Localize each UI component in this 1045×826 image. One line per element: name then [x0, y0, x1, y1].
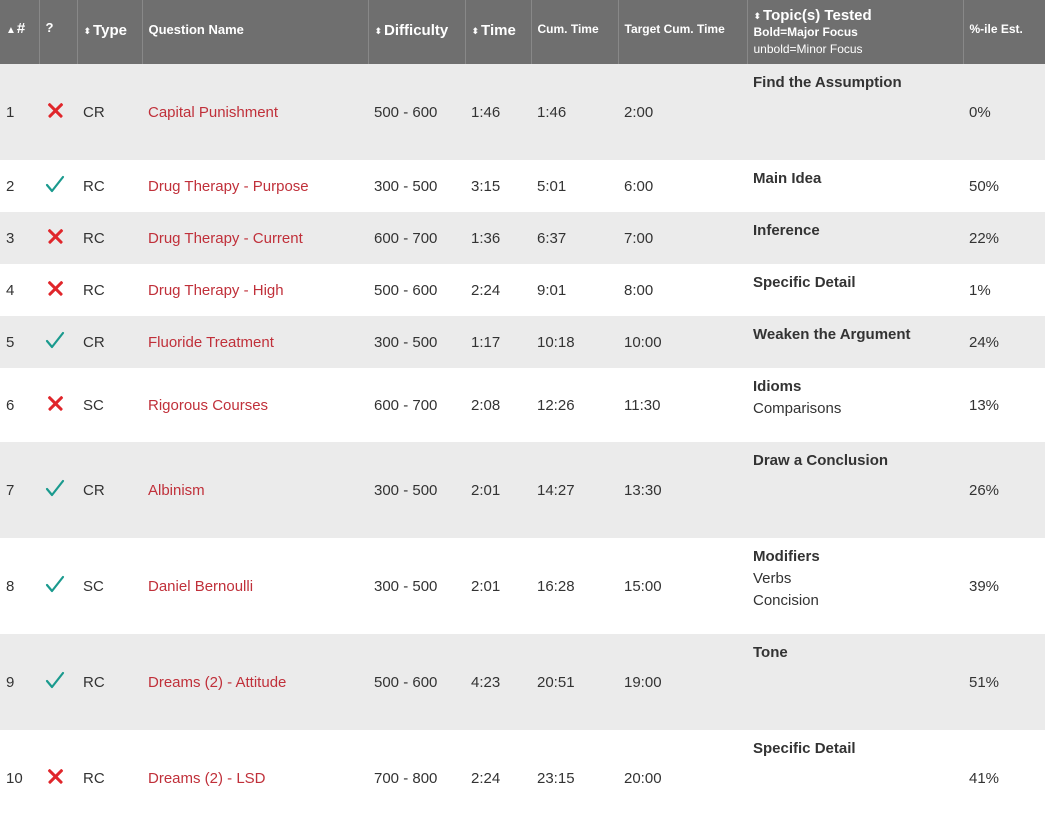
result-cell: [39, 316, 77, 368]
row-number: 9: [0, 634, 39, 730]
question-name-link[interactable]: Fluoride Treatment: [148, 333, 274, 351]
target-cum-time: 20:00: [618, 730, 747, 826]
target-cum-time: 7:00: [618, 212, 747, 264]
table-row: [0, 368, 1045, 442]
topic-major: Find the Assumption: [753, 74, 902, 91]
time: 2:24: [465, 264, 531, 316]
table-row: [0, 160, 1045, 212]
question-name-link[interactable]: Capital Punishment: [148, 103, 279, 121]
topic-minor: Comparisons: [753, 400, 842, 417]
col-difficulty-header[interactable]: ⬍ Difficulty: [368, 0, 465, 64]
difficulty: 300 - 500: [368, 538, 465, 634]
col-type-header[interactable]: ⬍ Type: [77, 0, 142, 64]
difficulty: 300 - 500: [368, 316, 465, 368]
percentile-estimate: 0%: [963, 64, 1045, 160]
percentile-estimate: 22%: [963, 212, 1045, 264]
question-name-cell: [142, 264, 368, 316]
row-number: 8: [0, 538, 39, 634]
question-name-link[interactable]: Dreams (2) - Attitude: [148, 673, 287, 691]
topics-unbold-note: unbold=Minor Focus: [753, 42, 863, 56]
percentile-estimate: 50%: [963, 160, 1045, 212]
difficulty: 600 - 700: [368, 368, 465, 442]
question-name-cell: [142, 730, 368, 826]
percentile-estimate: 13%: [963, 368, 1045, 442]
result-cell: [39, 264, 77, 316]
result-cell: [39, 64, 77, 160]
topics-cell: [747, 368, 963, 442]
incorrect-x-icon: [45, 393, 65, 413]
topics-cell: [747, 730, 963, 826]
topics-cell: [747, 538, 963, 634]
topic-major: Specific Detail: [753, 274, 856, 291]
topic-major: Draw a Conclusion: [753, 452, 889, 469]
target-cum-time: 13:30: [618, 442, 747, 538]
correct-check-icon: [45, 174, 65, 194]
col-percentile-header: %-ile Est.: [963, 0, 1045, 64]
sort-asc-icon: ▲: [6, 25, 16, 36]
question-name-cell: [142, 160, 368, 212]
row-number: 6: [0, 368, 39, 442]
correct-check-icon: [45, 574, 65, 594]
topics-bold-note: Bold=Major Focus: [753, 25, 858, 39]
topics-cell: [747, 160, 963, 212]
percentile-estimate: 26%: [963, 442, 1045, 538]
difficulty: 300 - 500: [368, 442, 465, 538]
cum-time: 10:18: [531, 316, 618, 368]
col-target-cum-time-header: Target Cum. Time: [618, 0, 747, 64]
topics-cell: [747, 316, 963, 368]
sort-icon: ⬍: [471, 26, 480, 36]
result-cell: [39, 634, 77, 730]
correct-check-icon: [45, 330, 65, 350]
topic-major: Modifiers: [753, 548, 820, 565]
difficulty: 500 - 600: [368, 264, 465, 316]
results-body: [0, 64, 1045, 826]
topics-cell: [747, 634, 963, 730]
result-cell: [39, 212, 77, 264]
target-cum-time: 2:00: [618, 64, 747, 160]
percentile-estimate: 39%: [963, 538, 1045, 634]
table-row: [0, 316, 1045, 368]
result-cell: [39, 538, 77, 634]
question-name-cell: [142, 368, 368, 442]
question-name-cell: [142, 212, 368, 264]
table-row: [0, 442, 1045, 538]
topic-minor: Verbs: [753, 570, 792, 587]
header-row: [0, 0, 1045, 64]
col-num-header[interactable]: ▲#: [0, 0, 39, 64]
topic-major: Idioms: [753, 378, 802, 395]
row-number: 3: [0, 212, 39, 264]
question-type: CR: [77, 316, 142, 368]
question-name-link[interactable]: Dreams (2) - LSD: [148, 769, 266, 787]
difficulty: 700 - 800: [368, 730, 465, 826]
difficulty: 600 - 700: [368, 212, 465, 264]
row-number: 7: [0, 442, 39, 538]
result-cell: [39, 368, 77, 442]
table-row: [0, 634, 1045, 730]
time: 1:17: [465, 316, 531, 368]
time: 2:01: [465, 538, 531, 634]
row-number: 2: [0, 160, 39, 212]
question-type: RC: [77, 264, 142, 316]
cum-time: 14:27: [531, 442, 618, 538]
time: 2:01: [465, 442, 531, 538]
percentile-estimate: 51%: [963, 634, 1045, 730]
topics-cell: [747, 212, 963, 264]
question-type: CR: [77, 442, 142, 538]
difficulty: 300 - 500: [368, 160, 465, 212]
question-type: CR: [77, 64, 142, 160]
table-row: [0, 64, 1045, 160]
question-type: RC: [77, 212, 142, 264]
topic-major: Specific Detail: [753, 740, 856, 757]
incorrect-x-icon: [45, 226, 65, 246]
incorrect-x-icon: [45, 766, 65, 786]
table-row: [0, 538, 1045, 634]
target-cum-time: 11:30: [618, 368, 747, 442]
topic-major: Main Idea: [753, 170, 822, 187]
result-cell: [39, 730, 77, 826]
result-cell: [39, 442, 77, 538]
result-cell: [39, 160, 77, 212]
target-cum-time: 10:00: [618, 316, 747, 368]
topic-minor: Concision: [753, 592, 819, 609]
time: 3:15: [465, 160, 531, 212]
topic-major: Weaken the Argument: [753, 326, 911, 343]
question-name-link[interactable]: Daniel Bernoulli: [148, 577, 254, 595]
cum-time: 9:01: [531, 264, 618, 316]
sort-icon: ⬍: [753, 11, 762, 21]
correct-check-icon: [45, 670, 65, 690]
question-type: SC: [77, 538, 142, 634]
topics-cell: [747, 64, 963, 160]
target-cum-time: 15:00: [618, 538, 747, 634]
table-row: [0, 730, 1045, 826]
row-number: 4: [0, 264, 39, 316]
table-row: [0, 264, 1045, 316]
question-name-link[interactable]: Drug Therapy - Purpose: [148, 177, 309, 195]
question-type: RC: [77, 160, 142, 212]
question-name-link[interactable]: Drug Therapy - Current: [148, 229, 303, 247]
cum-time: 23:15: [531, 730, 618, 826]
correct-check-icon: [45, 478, 65, 498]
col-time-header[interactable]: ⬍ Time: [465, 0, 531, 64]
sort-icon: ⬍: [374, 26, 383, 36]
time: 2:08: [465, 368, 531, 442]
time: 4:23: [465, 634, 531, 730]
col-cum-time-header: Cum. Time: [531, 0, 618, 64]
question-name-cell: [142, 634, 368, 730]
topics-cell: [747, 264, 963, 316]
row-number: 1: [0, 64, 39, 160]
question-name-link[interactable]: Rigorous Courses: [148, 396, 269, 414]
cum-time: 20:51: [531, 634, 618, 730]
target-cum-time: 19:00: [618, 634, 747, 730]
incorrect-x-icon: [45, 100, 65, 120]
time: 1:46: [465, 64, 531, 160]
incorrect-x-icon: [45, 278, 65, 298]
question-name-cell: [142, 538, 368, 634]
difficulty: 500 - 600: [368, 634, 465, 730]
row-number: 5: [0, 316, 39, 368]
percentile-estimate: 1%: [963, 264, 1045, 316]
question-name-link[interactable]: Albinism: [148, 481, 205, 499]
time: 1:36: [465, 212, 531, 264]
row-number: 10: [0, 730, 39, 826]
question-name-cell: [142, 64, 368, 160]
topic-major: Inference: [753, 222, 820, 239]
percentile-estimate: 41%: [963, 730, 1045, 826]
topic-major: Tone: [753, 644, 788, 661]
question-name-cell: [142, 442, 368, 538]
question-name-cell: [142, 316, 368, 368]
cum-time: 16:28: [531, 538, 618, 634]
topics-cell: [747, 442, 963, 538]
table-row: [0, 212, 1045, 264]
cum-time: 6:37: [531, 212, 618, 264]
cum-time: 12:26: [531, 368, 618, 442]
difficulty: 500 - 600: [368, 64, 465, 160]
cum-time: 5:01: [531, 160, 618, 212]
percentile-estimate: 24%: [963, 316, 1045, 368]
target-cum-time: 8:00: [618, 264, 747, 316]
target-cum-time: 6:00: [618, 160, 747, 212]
col-question-name-header: Question Name: [142, 0, 368, 64]
question-type: RC: [77, 730, 142, 826]
question-type: SC: [77, 368, 142, 442]
sort-icon: ⬍: [83, 26, 92, 36]
cum-time: 1:46: [531, 64, 618, 160]
question-type: RC: [77, 634, 142, 730]
time: 2:24: [465, 730, 531, 826]
question-name-link[interactable]: Drug Therapy - High: [148, 281, 284, 299]
col-topics-header[interactable]: ⬍ Topic(s) Tested Bold=Major Focus unbold=Minor Focus: [747, 0, 963, 64]
col-result-header: ?: [39, 0, 77, 64]
